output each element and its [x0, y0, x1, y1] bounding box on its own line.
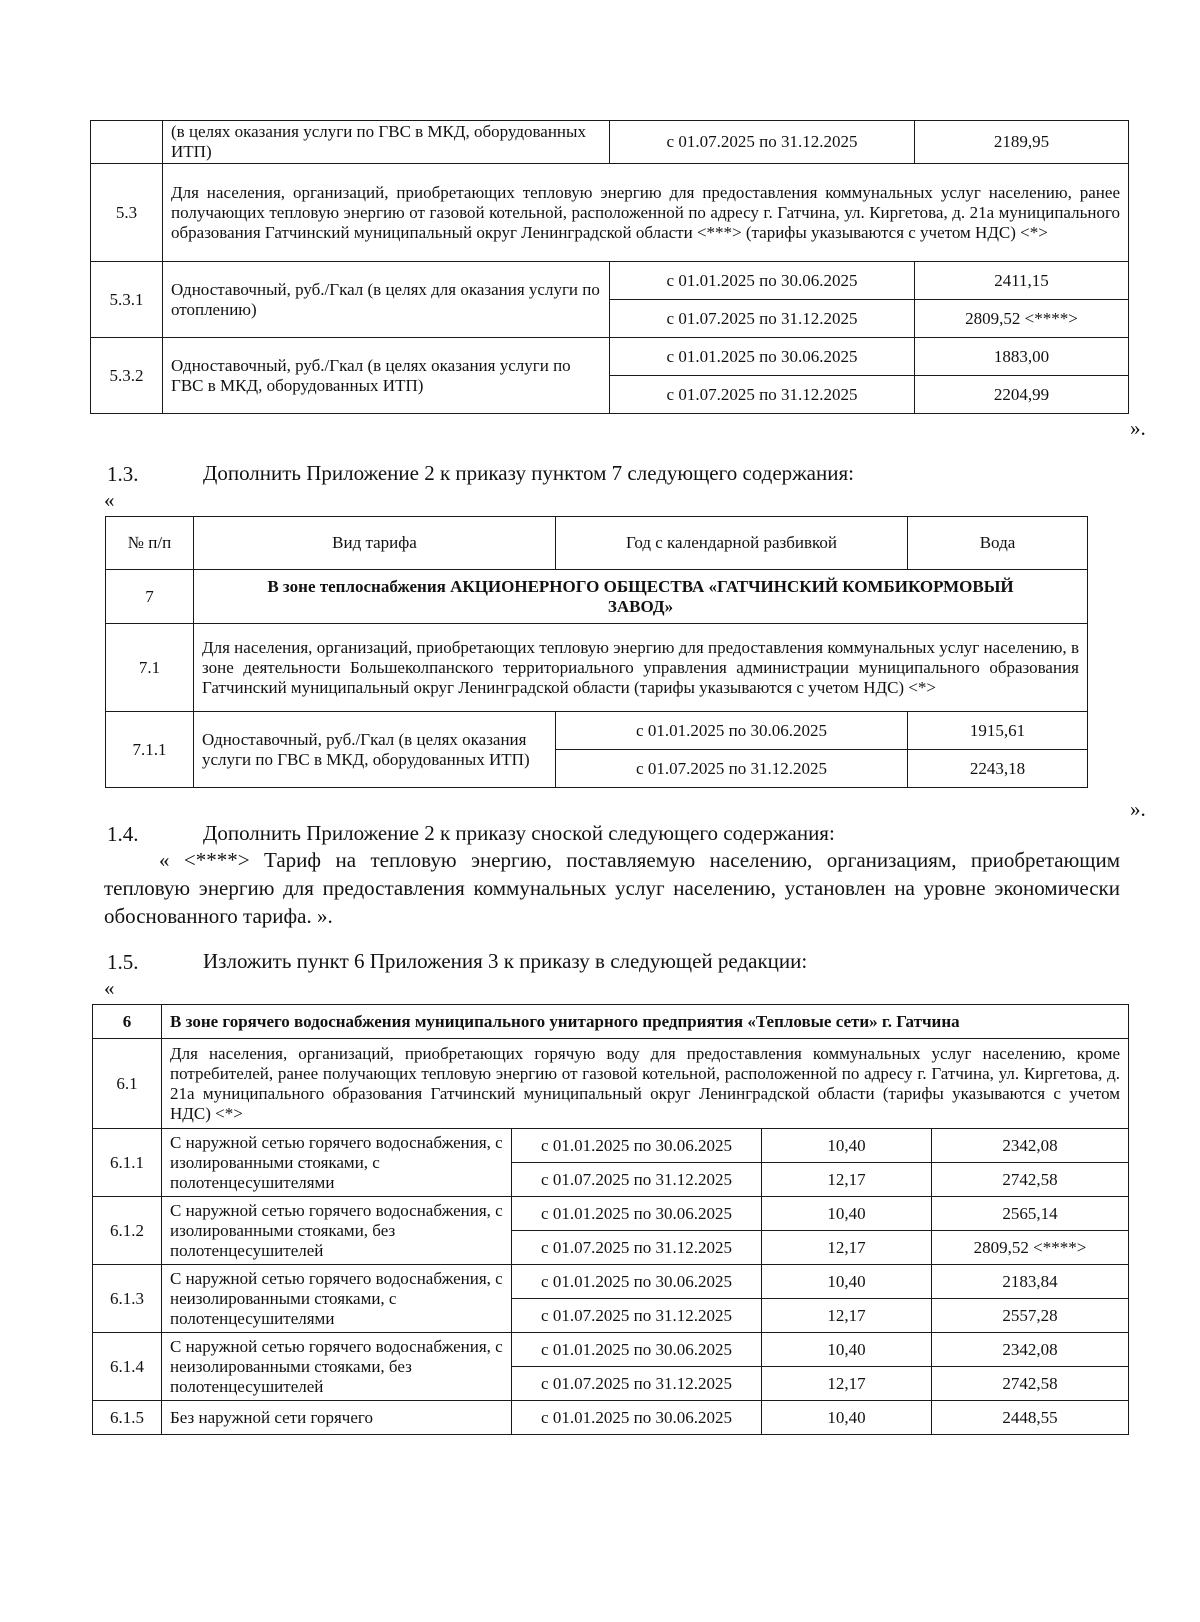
table-row: [93, 1129, 1129, 1163]
zone-title: В зоне теплоснабжения АКЦИОНЕРНОГО ОБЩЕСТВА «ГАТЧИНСКИЙ КОМБИКОРМОВЫЙ ЗАВОД»: [194, 570, 1088, 624]
footnote-text: « <****> Тариф на тепловую энергию, поставляемую населению, организациям, приобретающим тепловую энергию для предоставления коммунальных услуг населению, установлен на уровне экономически обоснованного тарифа. ».: [104, 848, 1120, 928]
period: с 01.07.2025 по 31.12.2025: [512, 1231, 762, 1265]
table-row: [91, 121, 1129, 164]
tariff-table-6: [92, 1004, 1129, 1435]
tariff-value: 2742,58: [932, 1163, 1129, 1197]
tariff-value: 1915,61: [908, 712, 1088, 750]
period: с 01.01.2025 по 30.06.2025: [610, 262, 915, 300]
column-header: № п/п: [106, 517, 194, 570]
period: с 01.07.2025 по 31.12.2025: [610, 121, 915, 164]
section-desc: Для населения, организаций, приобретающих тепловую энергию для предоставления коммунальных услуг населению, в зоне деятельности Большеколпанского территориального управления администрации муниципального образования Гатчинский муниципальный округ Ленинградской области (тарифы указываются с учетом НДС) <*>: [194, 624, 1088, 712]
row-number: 5.3.1: [91, 262, 163, 338]
tariff-table-7: [105, 516, 1088, 788]
column-header: Вода: [908, 517, 1088, 570]
section-number: 1.3.: [107, 462, 139, 486]
row-number: 7.1.1: [106, 712, 194, 788]
tariff-value: 2742,58: [932, 1367, 1129, 1401]
tariff-desc: С наружной сетью горячего водоснабжения, с неизолированными стояками, без полотенцесушителей: [162, 1333, 512, 1401]
table-row: [93, 1401, 1129, 1435]
tariff-value: 2342,08: [932, 1129, 1129, 1163]
table-row: [93, 1265, 1129, 1299]
tariff-value: 2565,14: [932, 1197, 1129, 1231]
period: с 01.07.2025 по 31.12.2025: [512, 1299, 762, 1333]
row-number: 6.1.1: [93, 1129, 162, 1197]
tariff-desc: С наружной сетью горячего водоснабжения, с неизолированными стояками, с полотенцесушителями: [162, 1265, 512, 1333]
tariff-value: 2411,15: [915, 262, 1129, 300]
tariff-value: 2342,08: [932, 1333, 1129, 1367]
table-row: [93, 1197, 1129, 1231]
component-value: 12,17: [762, 1163, 932, 1197]
period: с 01.01.2025 по 30.06.2025: [512, 1129, 762, 1163]
tariff-desc: Одноставочный, руб./Гкал (в целях оказания услуги по ГВС в МКД, оборудованных ИТП): [163, 338, 610, 414]
component-value: 12,17: [762, 1299, 932, 1333]
closing-quote: ».: [1130, 416, 1146, 440]
table-row: [91, 164, 1129, 262]
table-row: [93, 1039, 1129, 1129]
period: с 01.07.2025 по 31.12.2025: [512, 1367, 762, 1401]
tariff-value: 1883,00: [915, 338, 1129, 376]
row-number: 6.1.3: [93, 1265, 162, 1333]
period: с 01.07.2025 по 31.12.2025: [610, 376, 915, 414]
component-value: 10,40: [762, 1401, 932, 1435]
row-number: 6.1.5: [93, 1401, 162, 1435]
tariff-value: 2243,18: [908, 750, 1088, 788]
row-number: 6.1.4: [93, 1333, 162, 1401]
section-text: Дополнить Приложение 2 к приказу пунктом 7 следующего содержания:: [203, 461, 854, 485]
column-header: Вид тарифа: [194, 517, 556, 570]
tariff-value: 2557,28: [932, 1299, 1129, 1333]
row-number: 7.1: [106, 624, 194, 712]
opening-quote: «: [104, 976, 115, 1000]
tariff-value: 2448,55: [932, 1401, 1129, 1435]
table-row: [106, 570, 1088, 624]
tariff-value: 2189,95: [915, 121, 1129, 164]
tariff-value: 2809,52 <****>: [932, 1231, 1129, 1265]
tariff-value: 2809,52 <****>: [915, 300, 1129, 338]
component-value: 10,40: [762, 1265, 932, 1299]
section-number: 1.4.: [107, 822, 139, 846]
period: с 01.01.2025 по 30.06.2025: [512, 1265, 762, 1299]
row-number: 5.3: [91, 164, 163, 262]
section-desc: Для населения, организаций, приобретающих тепловую энергию для предоставления коммунальных услуг населению, ранее получающих тепловую энергию от газовой котельной, расположенной по адресу г. Гатчина, ул. Киргетова, д. 21а муниципального образования Гатчинский муниципальный округ Ленинградской области <***> (тарифы указываются с учетом НДС) <*>: [163, 164, 1129, 262]
component-value: 12,17: [762, 1231, 932, 1265]
component-value: 10,40: [762, 1197, 932, 1231]
tariff-desc: (в целях оказания услуги по ГВС в МКД, оборудованных ИТП): [163, 121, 610, 164]
row-number: 5.3.2: [91, 338, 163, 414]
section-number: 1.5.: [107, 950, 139, 974]
period: с 01.01.2025 по 30.06.2025: [610, 338, 915, 376]
row-number: 6: [93, 1005, 162, 1039]
period: с 01.07.2025 по 31.12.2025: [512, 1163, 762, 1197]
table-row: [106, 624, 1088, 712]
row-number: 7: [106, 570, 194, 624]
tariff-desc: С наружной сетью горячего водоснабжения, с изолированными стояками, без полотенцесушителей: [162, 1197, 512, 1265]
column-header: Год с календарной разбивкой: [556, 517, 908, 570]
section-text: Дополнить Приложение 2 к приказу сноской следующего содержания:: [203, 821, 835, 845]
tariff-desc: С наружной сетью горячего водоснабжения, с изолированными стояками, с полотенцесушителями: [162, 1129, 512, 1197]
period: с 01.01.2025 по 30.06.2025: [512, 1197, 762, 1231]
period: с 01.07.2025 по 31.12.2025: [610, 300, 915, 338]
period: с 01.01.2025 по 30.06.2025: [512, 1401, 762, 1435]
component-value: 10,40: [762, 1333, 932, 1367]
opening-quote: «: [104, 488, 115, 512]
tariff-table-5: [90, 120, 1129, 414]
table-row: [93, 1333, 1129, 1367]
closing-quote: ».: [1130, 797, 1146, 821]
tariff-value: 2204,99: [915, 376, 1129, 414]
table-row: [91, 262, 1129, 300]
tariff-value: 2183,84: [932, 1265, 1129, 1299]
component-value: 12,17: [762, 1367, 932, 1401]
tariff-desc: Одноставочный, руб./Гкал (в целях для оказания услуги по отоплению): [163, 262, 610, 338]
section-desc: Для населения, организаций, приобретающих горячую воду для предоставления коммунальных услуг населению, кроме потребителей, ранее получающих тепловую энергию от газовой котельной, расположенной по адресу г. Гатчина, ул. Киргетова, д. 21а муниципального образования Гатчинский муниципальный округ Ленинградской области (тарифы указываются с учетом НДС) <*>: [162, 1039, 1129, 1129]
section-text: Изложить пункт 6 Приложения 3 к приказу в следующей редакции:: [203, 949, 808, 973]
row-number: 6.1: [93, 1039, 162, 1129]
zone-title: В зоне горячего водоснабжения муниципального унитарного предприятия «Тепловые сети» г. Гатчина: [162, 1005, 1129, 1039]
row-number: 6.1.2: [93, 1197, 162, 1265]
tariff-desc: Без наружной сети горячего: [162, 1401, 512, 1435]
period: с 01.01.2025 по 30.06.2025: [556, 712, 908, 750]
period: с 01.07.2025 по 31.12.2025: [556, 750, 908, 788]
component-value: 10,40: [762, 1129, 932, 1163]
table-header-row: [106, 517, 1088, 570]
table-row: [106, 712, 1088, 750]
period: с 01.01.2025 по 30.06.2025: [512, 1333, 762, 1367]
tariff-desc: Одноставочный, руб./Гкал (в целях оказания услуги по ГВС в МКД, оборудованных ИТП): [194, 712, 556, 788]
table-row: [93, 1005, 1129, 1039]
table-row: [91, 338, 1129, 376]
